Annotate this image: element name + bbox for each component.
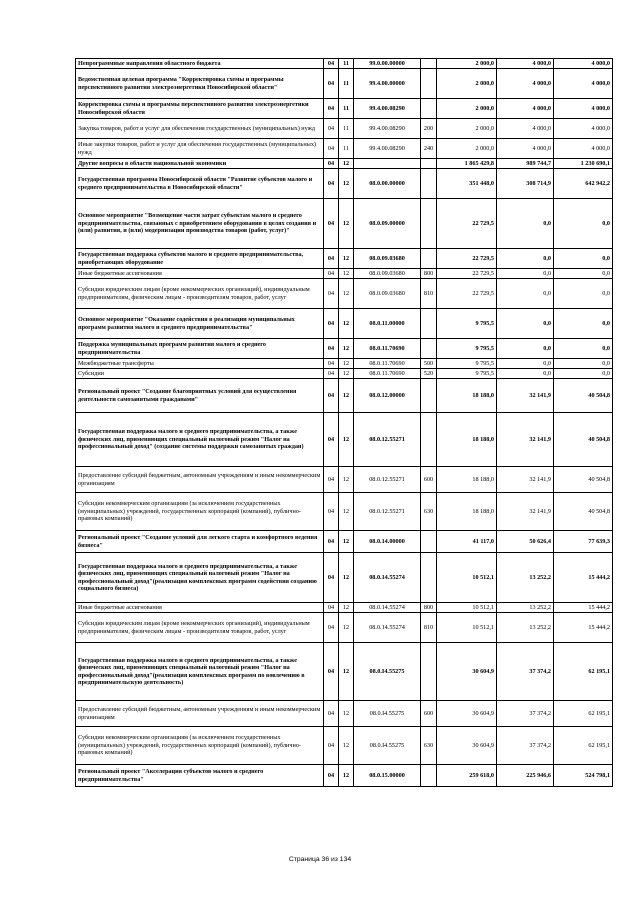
- expense-type-code: [421, 339, 437, 359]
- expense-name: Основное мероприятие "Оказание содействия в реализации муниципальных программ развития малого и среднего предпринимательства": [76, 309, 324, 339]
- amount-year-2: 13 252,2: [497, 613, 554, 643]
- expense-type-code: 810: [421, 613, 437, 643]
- target-article-code: 99.4.00.08290: [354, 119, 421, 139]
- expense-name: Иные бюджетные ассигнования: [76, 269, 324, 279]
- table-row: [76, 249, 613, 269]
- target-article-code: 99.0.00.00000: [354, 59, 421, 69]
- expense-name: Другие вопросы в области национальной экономики: [76, 159, 324, 169]
- table-row: [76, 59, 613, 69]
- section-code: 04: [324, 159, 339, 169]
- target-article-code: 08.0.15.00000: [354, 765, 421, 787]
- section-code: 04: [324, 249, 339, 269]
- amount-year-3: 15 444,2: [554, 553, 613, 603]
- amount-year-2: 4 000,0: [497, 119, 554, 139]
- amount-year-1: 18 188,0: [437, 413, 497, 467]
- expense-name: Государственная поддержка малого и среднего предпринимательства, а также физических лиц, применяющих специальный налоговый режим "Налог на профессиональный доход"(реализация комплексных программ содействия созданию социального бизнеса): [76, 553, 324, 603]
- subsection-code: 12: [339, 249, 354, 269]
- expense-name: Ведомственная целевая программа "Корректировка схемы и программы перспективного развития электроэнергетики Новосибирской области": [76, 69, 324, 99]
- target-article-code: 08.0.I4.55275: [354, 643, 421, 701]
- expense-name: Региональный проект "Акселерация субъектов малого и среднего предпринимательства": [76, 765, 324, 787]
- section-code: 04: [324, 643, 339, 701]
- expense-type-code: 800: [421, 269, 437, 279]
- target-article-code: 08.0.09.03680: [354, 279, 421, 309]
- amount-year-1: 18 188,0: [437, 493, 497, 531]
- expense-name: Субсидии некоммерческим организациям (за исключением государственных (муниципальных) учреждений, государственных корпораций (компаний), публично-правовых компаний): [76, 493, 324, 531]
- table-row: [76, 531, 613, 553]
- expense-type-code: [421, 69, 437, 99]
- amount-year-3: 40 504,8: [554, 413, 613, 467]
- table-row: [76, 339, 613, 359]
- expense-type-code: [421, 765, 437, 787]
- table-row: [76, 309, 613, 339]
- target-article-code: [354, 159, 421, 169]
- amount-year-2: 32 141,9: [497, 413, 554, 467]
- subsection-code: 12: [339, 493, 354, 531]
- table-row: [76, 369, 613, 379]
- table-row: [76, 359, 613, 369]
- table-row: [76, 643, 613, 701]
- target-article-code: 08.0.00.00000: [354, 169, 421, 199]
- amount-year-3: 4 000,0: [554, 139, 613, 159]
- target-article-code: 08.0.12.55271: [354, 493, 421, 531]
- expense-type-code: [421, 169, 437, 199]
- amount-year-1: 2 000,0: [437, 139, 497, 159]
- amount-year-2: 4 000,0: [497, 69, 554, 99]
- section-code: 04: [324, 279, 339, 309]
- amount-year-3: 62 195,1: [554, 701, 613, 727]
- subsection-code: 12: [339, 359, 354, 369]
- expense-name: Корректировка схемы и программы перспективного развития электроэнергетики Новосибирской области: [76, 99, 324, 119]
- section-code: 04: [324, 701, 339, 727]
- expense-name: Предоставление субсидий бюджетным, автономным учреждениям и иным некоммерческим организациям: [76, 467, 324, 493]
- section-code: 04: [324, 553, 339, 603]
- subsection-code: 12: [339, 309, 354, 339]
- section-code: 04: [324, 531, 339, 553]
- table-row: [76, 169, 613, 199]
- amount-year-1: 22 729,5: [437, 279, 497, 309]
- subsection-code: 11: [339, 59, 354, 69]
- target-article-code: 08.0.12.55271: [354, 467, 421, 493]
- amount-year-3: 1 230 690,1: [554, 159, 613, 169]
- expense-type-code: 500: [421, 359, 437, 369]
- amount-year-1: 2 000,0: [437, 99, 497, 119]
- amount-year-3: 77 639,3: [554, 531, 613, 553]
- amount-year-1: 41 117,0: [437, 531, 497, 553]
- section-code: 04: [324, 603, 339, 613]
- amount-year-2: 0,0: [497, 309, 554, 339]
- amount-year-3: 62 195,1: [554, 727, 613, 765]
- subsection-code: 12: [339, 379, 354, 413]
- expense-name: Основное мероприятие "Возмещение части затрат субъектам малого и среднего предпринимательства, связанных с приобретением оборудования в целях создания и (или) развития, и (или) модернизации производства товаров (работ, услуг)": [76, 199, 324, 249]
- amount-year-1: 30 604,9: [437, 701, 497, 727]
- table-row: [76, 603, 613, 613]
- amount-year-2: 0,0: [497, 199, 554, 249]
- table-row: [76, 99, 613, 119]
- expense-type-code: 630: [421, 493, 437, 531]
- table-row: [76, 413, 613, 467]
- target-article-code: 08.0.09.00000: [354, 199, 421, 249]
- amount-year-1: 22 729,5: [437, 249, 497, 269]
- section-code: 04: [324, 99, 339, 119]
- subsection-code: 12: [339, 603, 354, 613]
- amount-year-2: 37 374,2: [497, 727, 554, 765]
- amount-year-2: 4 000,0: [497, 59, 554, 69]
- amount-year-2: 37 374,2: [497, 701, 554, 727]
- section-code: 04: [324, 199, 339, 249]
- target-article-code: 08.0.11.00000: [354, 309, 421, 339]
- amount-year-2: 989 744,7: [497, 159, 554, 169]
- table-row: [76, 199, 613, 249]
- table-row: [76, 765, 613, 787]
- amount-year-3: 40 504,8: [554, 467, 613, 493]
- section-code: 04: [324, 339, 339, 359]
- target-article-code: 08.0.12.00000: [354, 379, 421, 413]
- amount-year-1: 10 512,1: [437, 603, 497, 613]
- amount-year-3: 0,0: [554, 369, 613, 379]
- amount-year-3: 4 000,0: [554, 59, 613, 69]
- amount-year-2: 4 000,0: [497, 99, 554, 119]
- expense-type-code: 200: [421, 119, 437, 139]
- subsection-code: 12: [339, 765, 354, 787]
- table-row: [76, 613, 613, 643]
- amount-year-1: 10 512,1: [437, 613, 497, 643]
- amount-year-1: 9 795,5: [437, 339, 497, 359]
- subsection-code: 12: [339, 279, 354, 309]
- expense-type-code: [421, 413, 437, 467]
- expense-name: Региональный проект "Создание условий для легкого старта и комфортного ведения бизнеса": [76, 531, 324, 553]
- amount-year-3: 62 195,1: [554, 643, 613, 701]
- amount-year-3: 4 000,0: [554, 99, 613, 119]
- table-row: [76, 119, 613, 139]
- section-code: 04: [324, 493, 339, 531]
- table-row: [76, 139, 613, 159]
- amount-year-2: 0,0: [497, 249, 554, 269]
- amount-year-1: 2 000,0: [437, 69, 497, 99]
- amount-year-3: 0,0: [554, 249, 613, 269]
- expense-name: Иные закупки товаров, работ и услуг для обеспечения государственных (муниципальных) нужд: [76, 139, 324, 159]
- table-row: [76, 701, 613, 727]
- section-code: 04: [324, 727, 339, 765]
- target-article-code: 08.0.14.55274: [354, 553, 421, 603]
- expense-type-code: 600: [421, 701, 437, 727]
- target-article-code: 08.0.I4.55275: [354, 701, 421, 727]
- section-code: 04: [324, 269, 339, 279]
- amount-year-2: 0,0: [497, 269, 554, 279]
- target-article-code: 08.0.09.03680: [354, 249, 421, 269]
- expense-type-code: 600: [421, 467, 437, 493]
- amount-year-1: 30 604,9: [437, 727, 497, 765]
- subsection-code: 12: [339, 727, 354, 765]
- table-row: [76, 69, 613, 99]
- expense-type-code: [421, 159, 437, 169]
- expense-type-code: [421, 553, 437, 603]
- amount-year-3: 0,0: [554, 269, 613, 279]
- expense-name: Поддержка муниципальных программ развития малого и среднего предпринимательства: [76, 339, 324, 359]
- subsection-code: 11: [339, 139, 354, 159]
- amount-year-3: 0,0: [554, 279, 613, 309]
- expense-type-code: 630: [421, 727, 437, 765]
- section-code: 04: [324, 359, 339, 369]
- expense-type-code: [421, 59, 437, 69]
- target-article-code: 99.4.00.08290: [354, 99, 421, 119]
- section-code: 04: [324, 59, 339, 69]
- subsection-code: 11: [339, 69, 354, 99]
- amount-year-3: 0,0: [554, 199, 613, 249]
- expense-type-code: [421, 531, 437, 553]
- subsection-code: 12: [339, 369, 354, 379]
- table-row: [76, 159, 613, 169]
- budget-table: [75, 58, 613, 787]
- amount-year-1: 2 000,0: [437, 119, 497, 139]
- section-code: 04: [324, 413, 339, 467]
- amount-year-3: 0,0: [554, 309, 613, 339]
- expense-name: Межбюджетные трансферты: [76, 359, 324, 369]
- amount-year-2: 32 141,9: [497, 467, 554, 493]
- amount-year-1: 2 000,0: [437, 59, 497, 69]
- expense-type-code: [421, 99, 437, 119]
- expense-type-code: [421, 379, 437, 413]
- table-row: [76, 269, 613, 279]
- expense-type-code: 520: [421, 369, 437, 379]
- expense-name: Субсидии некоммерческим организациям (за исключением государственных (муниципальных) учреждений, государственных корпораций (компаний), публично-правовых компаний): [76, 727, 324, 765]
- section-code: 04: [324, 369, 339, 379]
- amount-year-2: 32 141,9: [497, 493, 554, 531]
- subsection-code: 12: [339, 413, 354, 467]
- expense-type-code: 240: [421, 139, 437, 159]
- section-code: 04: [324, 613, 339, 643]
- section-code: 04: [324, 69, 339, 99]
- subsection-code: 12: [339, 159, 354, 169]
- section-code: 04: [324, 139, 339, 159]
- subsection-code: 11: [339, 119, 354, 139]
- amount-year-3: 0,0: [554, 359, 613, 369]
- target-article-code: 99.4.00.08290: [354, 139, 421, 159]
- target-article-code: 08.0.14.55274: [354, 603, 421, 613]
- expense-name: Субсидии юридическим лицам (кроме некоммерческих организаций), индивидуальным предпринимателям, физическим лицам - производителям товаров, работ, услуг: [76, 279, 324, 309]
- expense-type-code: [421, 309, 437, 339]
- amount-year-1: 351 448,0: [437, 169, 497, 199]
- amount-year-3: 524 798,1: [554, 765, 613, 787]
- target-article-code: 08.0.09.03680: [354, 269, 421, 279]
- target-article-code: 08.0.11.70690: [354, 339, 421, 359]
- amount-year-2: 0,0: [497, 279, 554, 309]
- amount-year-1: 9 795,5: [437, 369, 497, 379]
- amount-year-3: 15 444,2: [554, 603, 613, 613]
- amount-year-3: 4 000,0: [554, 69, 613, 99]
- target-article-code: 08.0.I4.55275: [354, 727, 421, 765]
- amount-year-1: 9 795,5: [437, 309, 497, 339]
- section-code: 04: [324, 379, 339, 413]
- amount-year-3: 4 000,0: [554, 119, 613, 139]
- target-article-code: 99.4.00.00000: [354, 69, 421, 99]
- subsection-code: 12: [339, 339, 354, 359]
- subsection-code: 12: [339, 701, 354, 727]
- amount-year-1: 30 604,9: [437, 643, 497, 701]
- expense-type-code: [421, 249, 437, 269]
- table-row: [76, 279, 613, 309]
- expense-name: Государственная поддержка субъектов малого и среднего предпринимательства, приобретающих оборудование: [76, 249, 324, 269]
- subsection-code: 12: [339, 199, 354, 249]
- section-code: 04: [324, 169, 339, 199]
- target-article-code: 08.0.14.00000: [354, 531, 421, 553]
- page-number: Страница 36 из 134: [288, 856, 352, 863]
- subsection-code: 12: [339, 467, 354, 493]
- amount-year-3: 15 444,2: [554, 613, 613, 643]
- table-row: [76, 467, 613, 493]
- table-row: [76, 553, 613, 603]
- expense-type-code: [421, 199, 437, 249]
- table-row: [76, 493, 613, 531]
- amount-year-2: 13 252,2: [497, 553, 554, 603]
- expense-name: Непрограммные направления областного бюджета: [76, 59, 324, 69]
- subsection-code: 12: [339, 169, 354, 199]
- amount-year-2: 308 714,9: [497, 169, 554, 199]
- amount-year-3: 642 942,2: [554, 169, 613, 199]
- amount-year-3: 0,0: [554, 339, 613, 359]
- expense-name: Субсидии юридическим лицам (кроме некоммерческих организаций), индивидуальным предпринимателям, физическим лицам - производителям товаров, работ, услуг: [76, 613, 324, 643]
- amount-year-2: 4 000,0: [497, 139, 554, 159]
- table-body: [76, 59, 613, 787]
- amount-year-2: 32 141,9: [497, 379, 554, 413]
- expense-name: Предоставление субсидий бюджетным, автономным учреждениям и иным некоммерческим организациям: [76, 701, 324, 727]
- expense-name: Иные бюджетные ассигнования: [76, 603, 324, 613]
- section-code: 04: [324, 765, 339, 787]
- table-row: [76, 379, 613, 413]
- section-code: 04: [324, 309, 339, 339]
- subsection-code: 12: [339, 531, 354, 553]
- amount-year-2: 225 946,6: [497, 765, 554, 787]
- amount-year-1: 259 618,0: [437, 765, 497, 787]
- amount-year-1: 18 188,0: [437, 467, 497, 493]
- subsection-code: 12: [339, 269, 354, 279]
- amount-year-1: 22 729,5: [437, 269, 497, 279]
- target-article-code: 08.0.11.70690: [354, 359, 421, 369]
- target-article-code: 08.0.12.55271: [354, 413, 421, 467]
- amount-year-2: 0,0: [497, 359, 554, 369]
- table-row: [76, 727, 613, 765]
- expense-type-code: 810: [421, 279, 437, 309]
- amount-year-2: 0,0: [497, 339, 554, 359]
- section-code: 04: [324, 119, 339, 139]
- subsection-code: 12: [339, 643, 354, 701]
- amount-year-2: 37 374,2: [497, 643, 554, 701]
- amount-year-1: 22 729,5: [437, 199, 497, 249]
- expense-name: Субсидии: [76, 369, 324, 379]
- expense-type-code: 800: [421, 603, 437, 613]
- amount-year-1: 9 795,5: [437, 359, 497, 369]
- expense-name: Государственная программа Новосибирской области "Развитие субъектов малого и среднего предпринимательства в Новосибирской области": [76, 169, 324, 199]
- subsection-code: 12: [339, 613, 354, 643]
- expense-name: Региональный проект "Создание благоприятных условий для осуществления деятельности самозанятыми гражданами": [76, 379, 324, 413]
- amount-year-3: 40 504,8: [554, 379, 613, 413]
- subsection-code: 11: [339, 99, 354, 119]
- expense-name: Государственная поддержка малого и среднего предпринимательства, а также физических лиц, применяющих специальный налоговый режим "Налог на профессиональный доход" (создание системы поддержки самозанятых граждан): [76, 413, 324, 467]
- section-code: 04: [324, 467, 339, 493]
- amount-year-2: 50 626,4: [497, 531, 554, 553]
- subsection-code: 12: [339, 553, 354, 603]
- amount-year-2: 0,0: [497, 369, 554, 379]
- target-article-code: 08.0.11.70690: [354, 369, 421, 379]
- amount-year-3: 40 504,8: [554, 493, 613, 531]
- amount-year-1: 18 188,0: [437, 379, 497, 413]
- amount-year-1: 10 512,1: [437, 553, 497, 603]
- expense-type-code: [421, 643, 437, 701]
- target-article-code: 08.0.14.55274: [354, 613, 421, 643]
- amount-year-1: 1 865 429,8: [437, 159, 497, 169]
- amount-year-2: 13 252,2: [497, 603, 554, 613]
- expense-name: Государственная поддержка малого и среднего предпринимательства, а также физических лиц, применяющих специальный налоговый режим "Налог на профессиональный доход"(реализация комплексных программ по вовлечению в предпринимательскую деятельность): [76, 643, 324, 701]
- expense-name: Закупка товаров, работ и услуг для обеспечения государственных (муниципальных) нужд: [76, 119, 324, 139]
